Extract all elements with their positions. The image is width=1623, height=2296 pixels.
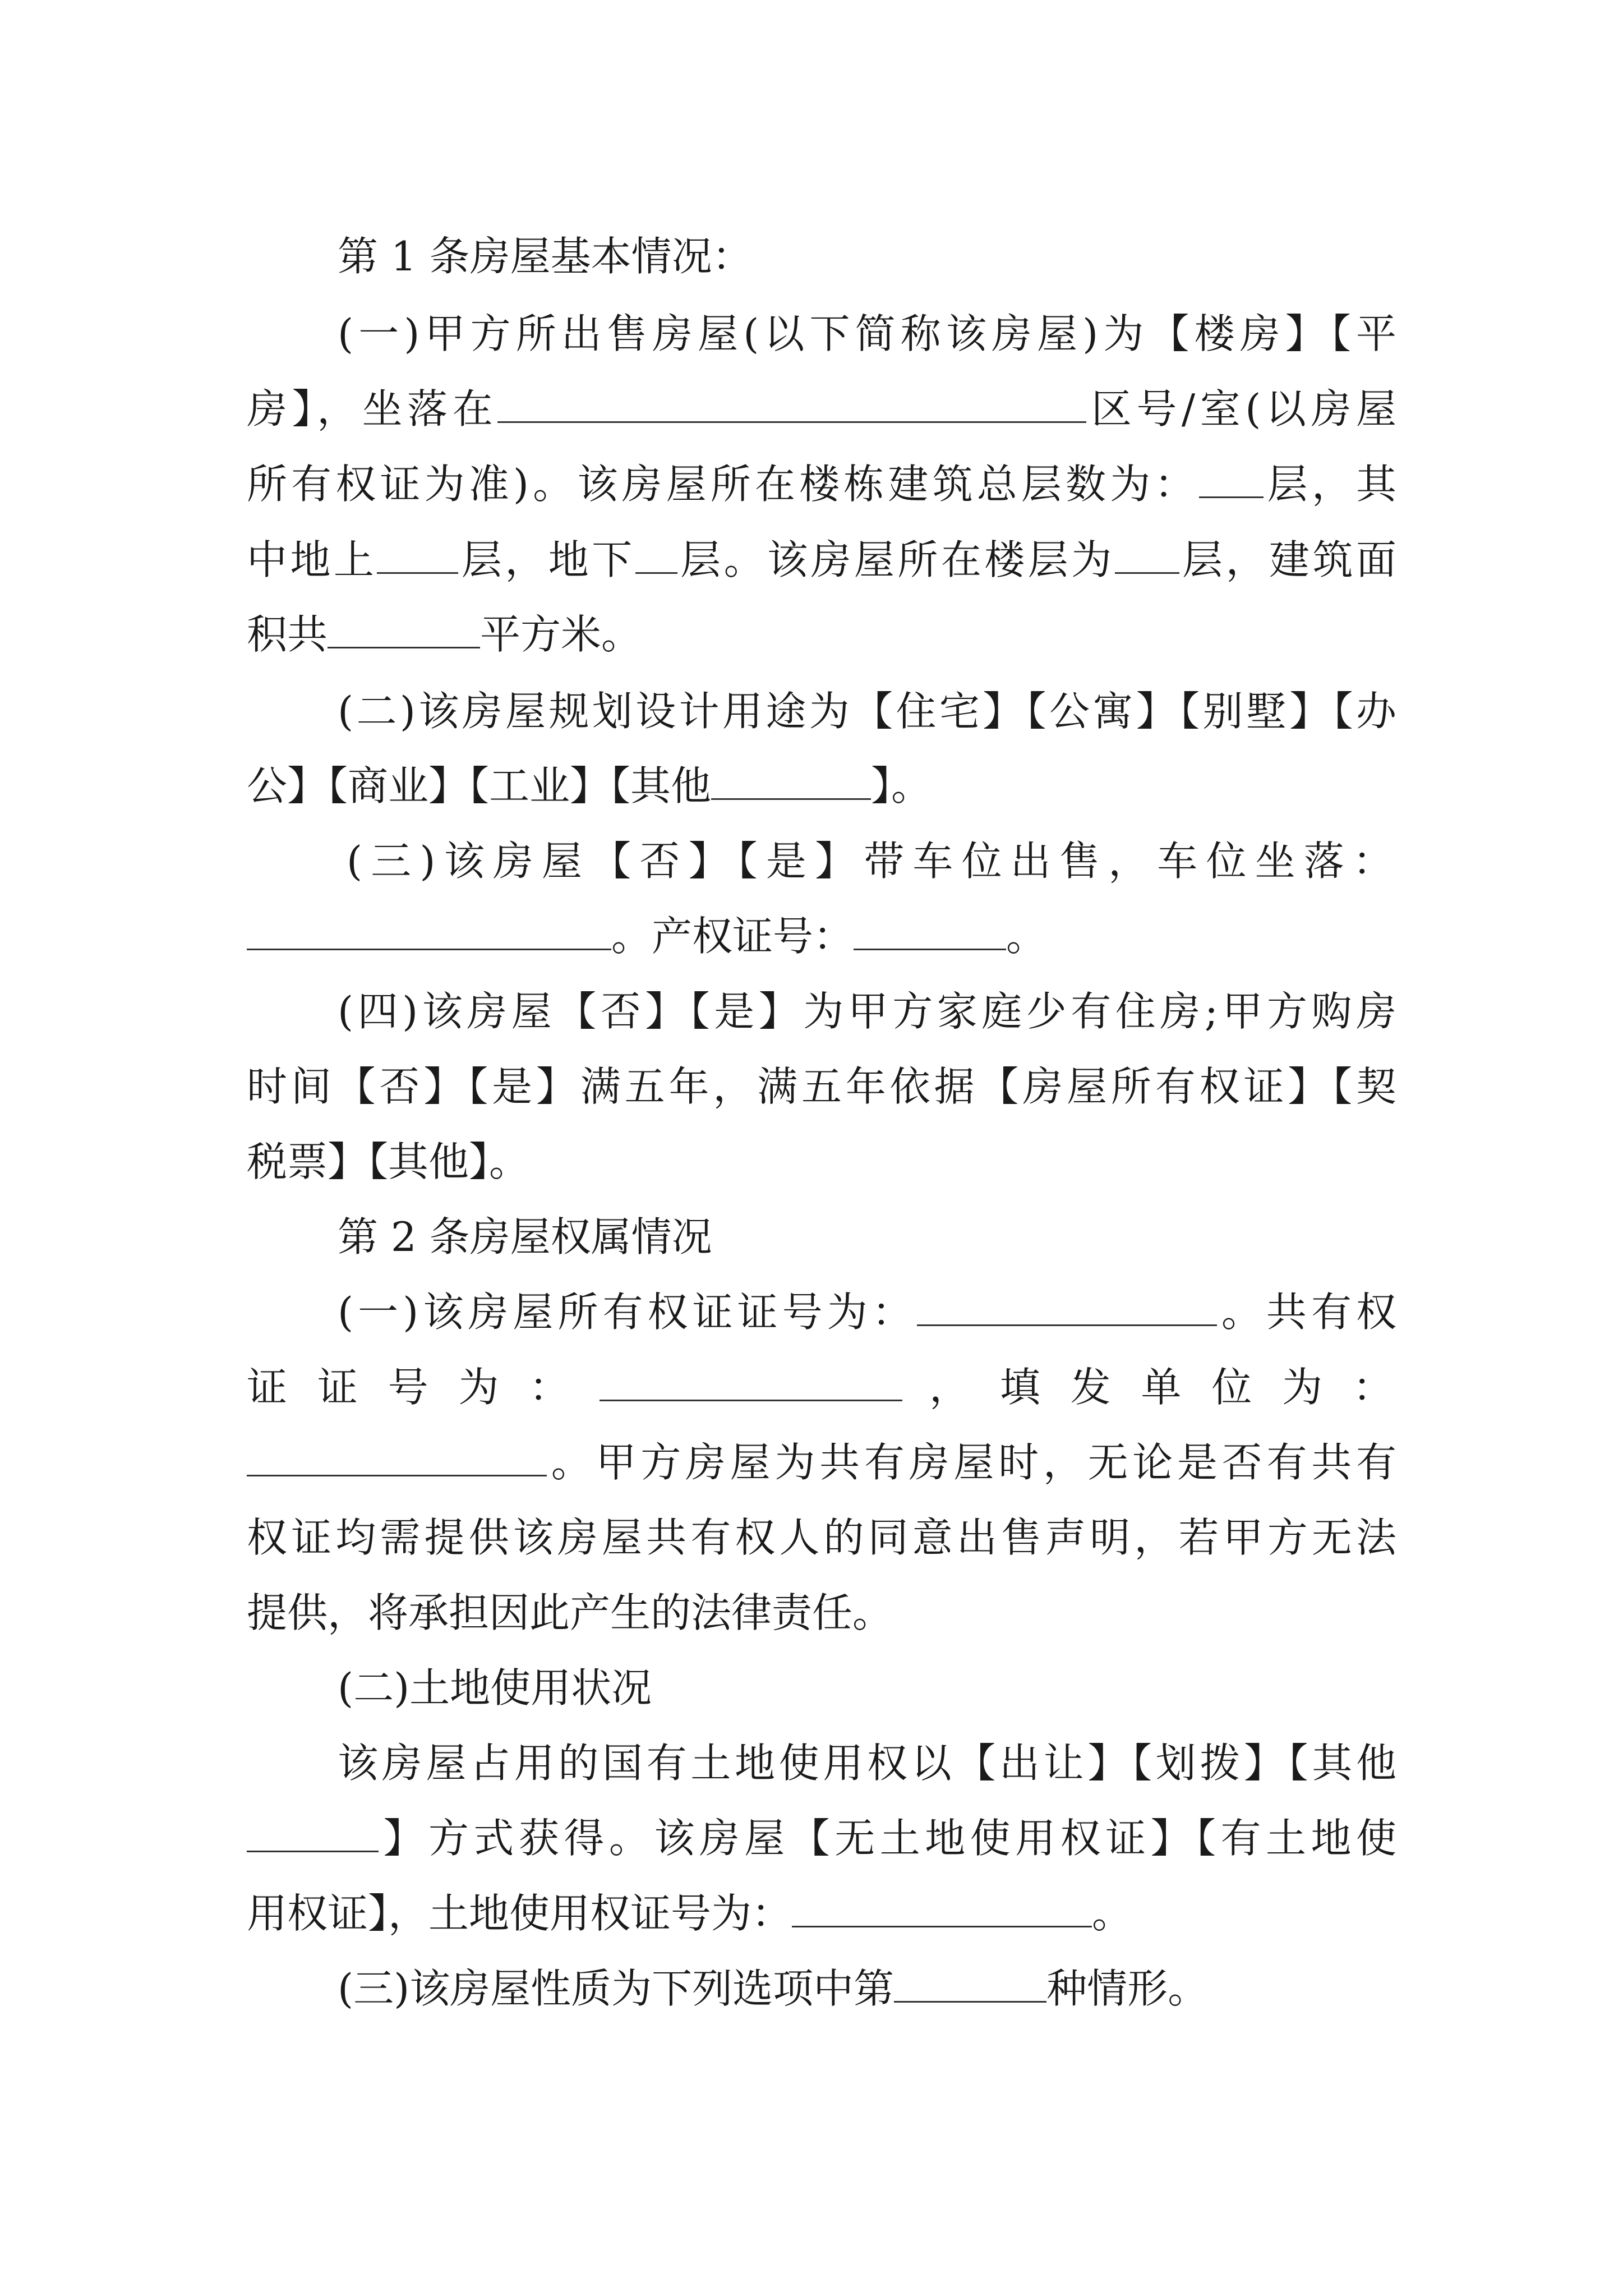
clause-1-1-line-4: 中地上 层，地下 层。该房屋所在楼层为 层，建筑面 — [247, 536, 1396, 583]
floor-number-blank[interactable] — [1115, 536, 1179, 574]
clause-1-4-line-3: 税票】【其他】。 — [247, 1138, 530, 1185]
clause-1-2-line-1: (二)该房屋规划设计用途为【住宅】【公寓】【别墅】【办 — [338, 688, 1396, 735]
clause-1-1-line-2: 房】，坐落在 区号/室(以房屋 — [247, 385, 1396, 432]
clause-2-3-line-1: (三)该房屋性质为下列选项中第 种情形。 — [338, 1965, 1209, 2012]
ownership-cert-blank[interactable] — [917, 1288, 1217, 1326]
clause-2-1-line-2: 证证号为： ，填发单位为： — [247, 1364, 1396, 1411]
clause-2-1-line-4: 权证均需提供该房屋共有权人的同意出售声明，若甲方无法 — [247, 1514, 1396, 1561]
clause-1-1-line-1: (一)甲方所出售房屋(以下简称该房屋)为【楼房】【平 — [338, 310, 1396, 357]
other-acquisition-blank[interactable] — [247, 1814, 379, 1852]
article-2-heading: 第 2 条房屋权属情况 — [338, 1213, 712, 1260]
land-cert-blank[interactable] — [792, 1889, 1092, 1927]
clause-2-2-line-3: 用权证】，土地使用权证号为： 。 — [247, 1890, 1133, 1937]
clause-2-1-line-5: 提供，将承担因此产生的法律责任。 — [247, 1589, 893, 1636]
location-blank[interactable] — [497, 385, 1086, 423]
clause-1-1-line-3: 所有权证为准)。该房屋所在楼栋建筑总层数为： 层，其 — [247, 461, 1396, 508]
clause-1-4-line-2: 时间【否】【是】满五年，满五年依据【房屋所有权证】【契 — [247, 1063, 1396, 1110]
total-floors-blank[interactable] — [1199, 460, 1264, 498]
clause-2-1-line-3: 。甲方房屋为共有房屋时，无论是否有共有 — [247, 1432, 1396, 1493]
floors-above-blank[interactable] — [377, 536, 458, 574]
clause-1-3-line-1: (三)该房屋【否】【是】带车位出售，车位坐落： — [347, 838, 1396, 885]
clause-1-1-line-5: 积共 平方米。 — [247, 611, 642, 658]
clause-1-2-line-2: 公】【商业】【工业】【其他 】。 — [247, 762, 932, 809]
parking-location-blank[interactable] — [247, 912, 611, 950]
co-ownership-cert-blank[interactable] — [600, 1363, 902, 1401]
property-nature-blank[interactable] — [894, 1964, 1046, 2003]
clause-2-2-line-1: 该房屋占用的国有土地使用权以【出让】【划拨】【其他 — [338, 1740, 1396, 1787]
other-use-blank[interactable] — [711, 762, 871, 800]
clause-2-2-heading: (二)土地使用状况 — [338, 1664, 652, 1711]
clause-2-1-line-1: (一)该房屋所有权证证号为： 。共有权 — [338, 1289, 1396, 1336]
clause-2-2-line-2: 】方式获得。该房屋【无土地使用权证】【有土地使 — [247, 1807, 1396, 1869]
clause-1-3-line-2: 。产权证号： 。 — [247, 905, 1396, 967]
issuing-unit-blank[interactable] — [247, 1438, 547, 1476]
floors-below-blank[interactable] — [635, 536, 677, 574]
parking-cert-blank[interactable] — [854, 912, 1006, 950]
floor-area-blank[interactable] — [328, 610, 480, 648]
clause-1-4-line-1: (四)该房屋【否】【是】为甲方家庭少有住房;甲方购房 — [338, 988, 1396, 1035]
article-1-heading: 第 1 条房屋基本情况： — [338, 233, 753, 280]
